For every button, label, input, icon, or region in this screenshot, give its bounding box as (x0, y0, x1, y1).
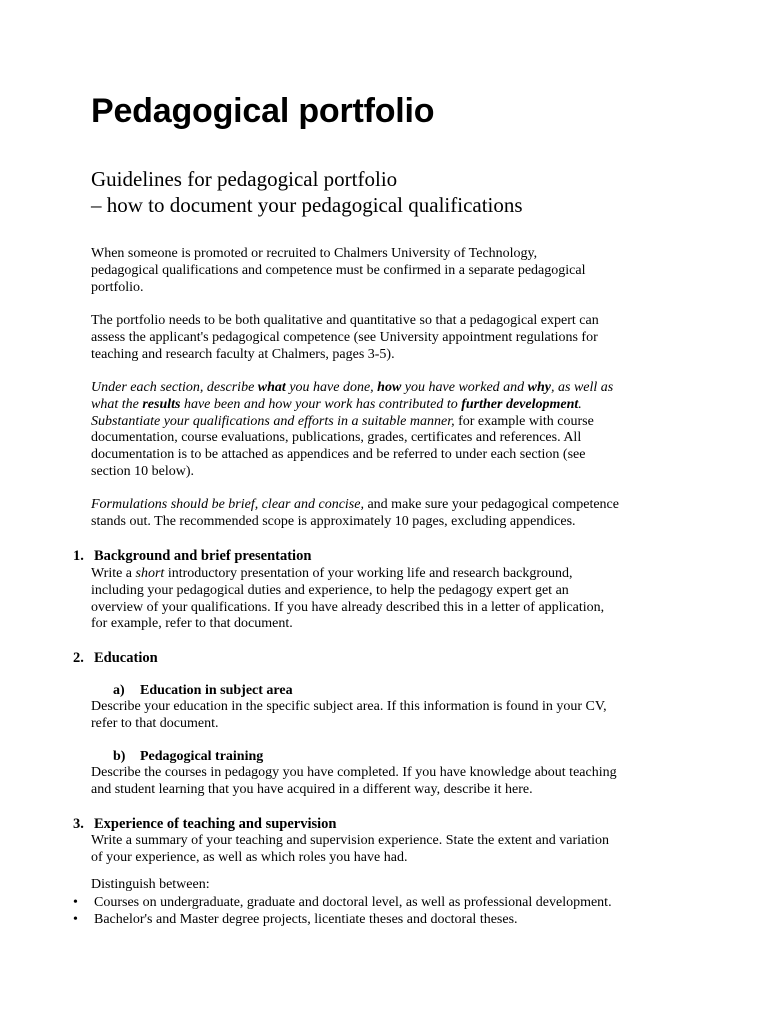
italic-text: short (135, 566, 165, 581)
section-number: 2. (73, 650, 84, 666)
subtitle (91, 166, 523, 218)
italic-text: you have worked and (401, 380, 528, 395)
text-line: of your experience, as well as which roles you have had. (91, 849, 408, 865)
subtitle-line-1: Guidelines for pedagogical portfolio (91, 167, 398, 191)
italic-text: Substantiate your qualifications and efforts in a suitable manner, (91, 413, 455, 429)
subtitle-line-2: – how to document your pedagogical qualifications (91, 193, 523, 217)
distinguish-label (91, 877, 691, 894)
italic-text: you have done, (285, 380, 378, 395)
text-line: assess the applicant's pedagogical competence (see University appointment regulations for (91, 329, 598, 345)
text-line (91, 397, 691, 414)
plain-text: Write a (91, 566, 136, 581)
section-1-heading (73, 548, 311, 565)
plain-text: for example with course (454, 413, 594, 429)
italic-text: . (578, 396, 582, 412)
text-line (91, 380, 691, 397)
section-number: 1. (73, 548, 84, 564)
text-line: When someone is promoted or recruited to Chalmers University of Technology, (91, 246, 538, 261)
plain-text: and make sure your pedagogical competence (363, 497, 619, 512)
emphasis-how: how (377, 380, 402, 395)
text-line: including your pedagogical duties and experience, to help the pedagogy expert get an (91, 582, 569, 598)
subsection-title: Education in subject area (140, 683, 293, 698)
intro-paragraph-2 (91, 313, 691, 363)
plain-text: introductory presentation of your working life and research background, (164, 566, 573, 581)
intro-paragraph-3 (91, 380, 691, 481)
subsection-letter: b) (113, 749, 126, 764)
italic-text: , as well as (551, 380, 614, 395)
text-line: for example, refer to that document. (91, 616, 293, 632)
text-line: Write a summary of your teaching and supervision experience. State the extent and variation (91, 833, 610, 848)
list-item (73, 911, 612, 928)
section-3-heading (73, 816, 336, 833)
text-line: Distinguish between: (91, 877, 210, 892)
italic-text: have been and how your work has contributed to (180, 396, 462, 412)
emphasis-why: why (527, 380, 551, 395)
section-title: Background and brief presentation (94, 548, 312, 564)
section-1-body (91, 566, 691, 633)
text-line: The portfolio needs to be both qualitative and quantitative so that a pedagogical expert can (91, 313, 599, 328)
bullet-list (73, 894, 612, 928)
emphasis-what: what (257, 380, 286, 395)
italic-text: Under each section, describe (91, 380, 258, 395)
section-3-body (91, 833, 691, 867)
subsection-2b-body (91, 765, 691, 799)
section-title: Education (94, 650, 158, 666)
text-line: teaching and research faculty at Chalmers, pages 3-5). (91, 346, 395, 362)
subsection-title: Pedagogical training (140, 749, 264, 764)
list-item-text: Courses on undergraduate, graduate and doctoral level, as well as professional development. (94, 895, 612, 910)
text-line: Describe the courses in pedagogy you have completed. If you have knowledge about teaching (91, 765, 617, 780)
italic-text: what the (91, 396, 143, 412)
text-line: Describe your education in the specific subject area. If this information is found in your CV, (91, 699, 607, 714)
section-title: Experience of teaching and supervision (94, 816, 337, 832)
subsection-2a-heading (113, 682, 293, 699)
italic-text: Formulations should be brief, clear and concise, (91, 497, 364, 512)
intro-paragraph-1 (91, 246, 691, 296)
emphasis-results: results (142, 396, 181, 412)
intro-paragraph-4 (91, 497, 691, 531)
text-line (91, 566, 691, 583)
section-2-heading (73, 650, 158, 667)
text-line: pedagogical qualifications and competence must be confirmed in a separate pedagogical (91, 262, 586, 278)
text-line: portfolio. (91, 279, 144, 295)
text-line (91, 497, 691, 514)
page-title: Pedagogical portfolio (91, 92, 435, 130)
subsection-letter: a) (113, 683, 125, 698)
text-line: section 10 below). (91, 463, 195, 479)
text-line: stands out. The recommended scope is approximately 10 pages, excluding appendices. (91, 513, 576, 529)
text-line (91, 414, 691, 431)
text-line: documentation is to be attached as appendices and be referred to under each section (see (91, 447, 586, 463)
subsection-2a-body (91, 699, 691, 733)
emphasis-further-development: further development (461, 396, 579, 412)
text-line: refer to that document. (91, 715, 219, 731)
text-line: overview of your qualifications. If you have already described this in a letter of application, (91, 599, 605, 615)
subsection-2b-heading (113, 748, 263, 765)
text-line: and student learning that you have acquired in a different way, describe it here. (91, 781, 533, 797)
bullet-icon: • (73, 912, 78, 927)
bullet-icon: • (73, 895, 78, 910)
list-item (73, 894, 612, 911)
list-item-text: Bachelor's and Master degree projects, licentiate theses and doctoral theses. (94, 912, 518, 927)
section-number: 3. (73, 816, 84, 832)
text-line: documentation, course evaluations, publications, grades, certificates and references. All (91, 430, 582, 446)
